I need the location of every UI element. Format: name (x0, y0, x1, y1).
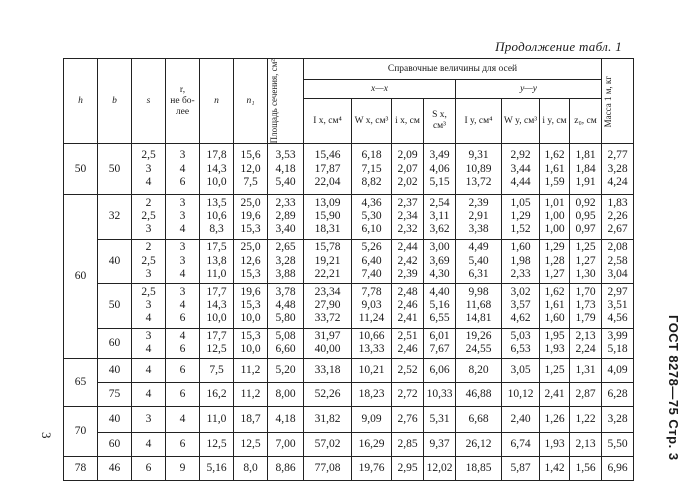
table-cell: 13,5 10,6 8,3 (200, 195, 234, 240)
table-cell: 5,31 (424, 407, 456, 432)
table-cell: 2,13 (570, 432, 602, 456)
table-cell: 25,0 12,6 15,3 (234, 239, 268, 284)
cell-h: 78 (64, 457, 98, 481)
table-cell: 4 (132, 358, 166, 382)
table-cell: 2,44 2,42 2,39 (392, 239, 424, 284)
table-cell: 10,21 (352, 358, 392, 382)
table-cell: 6,68 (456, 407, 502, 432)
table-cell: 5,03 6,53 (502, 328, 540, 358)
table-cell: 2,54 3,11 3,62 (424, 195, 456, 240)
header-reference-axes: Справочные величины для осей (304, 59, 602, 80)
table-cell: 4 6 (166, 328, 200, 358)
table-cell: 8,86 (268, 457, 304, 481)
table-cell: 2,72 (392, 383, 424, 407)
header-s: s (132, 59, 166, 144)
table-cell: 6 (166, 358, 200, 382)
table-cell: 11,2 (234, 383, 268, 407)
table-cell: 4 (132, 383, 166, 407)
table-cell: 9,98 11,68 14,81 (456, 284, 502, 329)
table-cell: 5,87 (502, 457, 540, 481)
table-cell: 31,82 (304, 407, 352, 432)
table-cell: 50 (98, 144, 132, 195)
table-cell: 2,65 3,28 3,88 (268, 239, 304, 284)
table-cell: 1,42 (540, 457, 570, 481)
table-cell: 1,22 (570, 407, 602, 432)
table-cell: 17,7 14,3 10,0 (200, 284, 234, 329)
table-cell: 25,0 19,6 15,3 (234, 195, 268, 240)
table-cell: 5,20 (268, 358, 304, 382)
table-cell: 2,5 3 4 (132, 144, 166, 195)
table-cell: 3,78 4,48 5,80 (268, 284, 304, 329)
table-cell: 1,60 1,98 2,33 (502, 239, 540, 284)
table-cell: 3,99 5,18 (602, 328, 634, 358)
table-cell: 17,8 14,3 10,0 (200, 144, 234, 195)
table-cell: 1,26 (540, 407, 570, 432)
table-cell: 1,56 (570, 457, 602, 481)
table-cell: 2,39 2,91 3,38 (456, 195, 502, 240)
header-axis-yy: y—y (456, 80, 602, 99)
table-cell: 8,00 (268, 383, 304, 407)
table-cell: 10,12 (502, 383, 540, 407)
table-cell: 6,18 7,15 8,82 (352, 144, 392, 195)
table-cell: 1,25 1,27 1,30 (570, 239, 602, 284)
table-cell: 2,77 3,28 4,24 (602, 144, 634, 195)
table-cell: 3 4 6 (166, 284, 200, 329)
table-row (64, 144, 634, 195)
table-cell: 1,05 1,29 1,52 (502, 195, 540, 240)
table-cell: 60 (98, 432, 132, 456)
table-cell: 3 4 (132, 328, 166, 358)
table-cell: 2,5 3 4 (132, 284, 166, 329)
table-cell: 9,31 10,89 13,72 (456, 144, 502, 195)
header-r: r, не бо- лее (166, 59, 200, 144)
table-cell: 2,37 2,34 2,32 (392, 195, 424, 240)
header-n: n (200, 59, 234, 144)
table-cell: 16,29 (352, 432, 392, 456)
table-cell: 3,02 3,57 4,62 (502, 284, 540, 329)
cell-h: 70 (64, 407, 98, 457)
table-cell: 1,93 (540, 432, 570, 456)
table-cell: 26,12 (456, 432, 502, 456)
table-cell: 15,3 10,0 (234, 328, 268, 358)
profile-table (63, 58, 634, 481)
table-cell: 6,96 (602, 457, 634, 481)
table-cell: 15,78 19,21 22,21 (304, 239, 352, 284)
table-row (64, 328, 634, 358)
table-cell: 1,81 1,84 1,91 (570, 144, 602, 195)
table-cell: 2,13 2,24 (570, 328, 602, 358)
header-iy-moment: I y, см⁴ (456, 99, 502, 144)
gost-side-label: ГОСТ 8278—75 Стр. 3 (666, 315, 681, 461)
table-row (64, 457, 634, 481)
table-cell: 40 (98, 358, 132, 382)
table-cell: 9,09 (352, 407, 392, 432)
table-cell: 57,02 (304, 432, 352, 456)
header-area (268, 59, 304, 144)
table-cell: 2,76 (392, 407, 424, 432)
table-cell: 52,26 (304, 383, 352, 407)
table-row (64, 432, 634, 456)
header-iy-radius: i y, см (540, 99, 570, 144)
table-cell: 31,97 40,00 (304, 328, 352, 358)
table-cell: 2,09 2,07 2,02 (392, 144, 424, 195)
table-cell: 17,7 12,5 (200, 328, 234, 358)
table-cell: 32 (98, 195, 132, 240)
table-cell: 4,49 5,40 6,31 (456, 239, 502, 284)
table-cell: 2,40 (502, 407, 540, 432)
cell-h: 60 (64, 195, 98, 359)
table-cell: 1,95 1,93 (540, 328, 570, 358)
table-cell: 7,5 (200, 358, 234, 382)
table-cell: 7,78 9,03 11,24 (352, 284, 392, 329)
table-cell: 18,23 (352, 383, 392, 407)
table-cell: 2,97 3,51 4,56 (602, 284, 634, 329)
table-cell: 10,33 (424, 383, 456, 407)
table-cell: 17,5 13,8 11,0 (200, 239, 234, 284)
table-cell: 4,40 5,16 6,55 (424, 284, 456, 329)
table-cell: 75 (98, 383, 132, 407)
table-cell: 1,83 2,26 2,67 (602, 195, 634, 240)
table-cell: 46,88 (456, 383, 502, 407)
table-cell: 7,00 (268, 432, 304, 456)
table-cell: 9 (166, 457, 200, 481)
table-cell: 3,00 3,69 4,30 (424, 239, 456, 284)
table-cell: 2,92 3,44 4,44 (502, 144, 540, 195)
table-body (64, 144, 634, 481)
table-cell: 1,01 1,00 1,00 (540, 195, 570, 240)
table-cell: 1,31 (570, 358, 602, 382)
header-z0: z₀, см (570, 99, 602, 144)
table-cell: 2 2,5 3 (132, 195, 166, 240)
table-cell: 19,26 24,55 (456, 328, 502, 358)
table-cell: 60 (98, 328, 132, 358)
table-cell: 18,85 (456, 457, 502, 481)
table-cell: 6,28 (602, 383, 634, 407)
table-cell: 3 3 4 (166, 239, 200, 284)
table-cell: 3 4 6 (166, 144, 200, 195)
table-cell: 10,66 13,33 (352, 328, 392, 358)
table-cell: 4,36 5,30 6,10 (352, 195, 392, 240)
header-wy: W y, см³ (502, 99, 540, 144)
cell-h: 65 (64, 358, 98, 407)
header-ix-radius: i x, см (392, 99, 424, 144)
table-row (64, 358, 634, 382)
table-cell: 2,33 2,89 3,40 (268, 195, 304, 240)
table-cell: 9,37 (424, 432, 456, 456)
table-continuation-title: Продолжение табл. 1 (495, 39, 622, 54)
table-cell: 6,74 (502, 432, 540, 456)
table-cell: 3 (132, 407, 166, 432)
table-cell: 46 (98, 457, 132, 481)
table-cell: 3,05 (502, 358, 540, 382)
table-cell: 15,6 12,0 7,5 (234, 144, 268, 195)
table-cell: 6 (132, 457, 166, 481)
table-cell: 19,6 15,3 10,0 (234, 284, 268, 329)
table-cell: 5,50 (602, 432, 634, 456)
table-row (64, 284, 634, 329)
table-cell: 3,28 (602, 407, 634, 432)
page-number: 3 (39, 432, 54, 439)
table-cell: 2 2,5 3 (132, 239, 166, 284)
table-cell: 1,70 1,73 1,79 (570, 284, 602, 329)
table-cell: 19,76 (352, 457, 392, 481)
table-cell: 3 3 4 (166, 195, 200, 240)
table-cell: 2,87 (570, 383, 602, 407)
table-cell: 2,41 (540, 383, 570, 407)
table-cell: 13,09 15,90 18,31 (304, 195, 352, 240)
table-cell: 3,53 4,18 5,40 (268, 144, 304, 195)
table-cell: 8,20 (456, 358, 502, 382)
table-cell: 2,52 (392, 358, 424, 382)
table-cell: 18,7 (234, 407, 268, 432)
table-cell: 12,5 (234, 432, 268, 456)
table-cell: 15,46 17,87 22,04 (304, 144, 352, 195)
header-mass (602, 59, 634, 144)
table-cell: 33,18 (304, 358, 352, 382)
cell-h: 50 (64, 144, 98, 195)
header-sx: S x, см³ (424, 99, 456, 144)
table-cell: 77,08 (304, 457, 352, 481)
table-cell: 23,34 27,90 33,72 (304, 284, 352, 329)
table-cell: 2,51 2,46 (392, 328, 424, 358)
table-cell: 1,62 1,61 1,60 (540, 284, 570, 329)
header-area-text: Площадь сечения, см² (269, 59, 279, 144)
table-cell: 3,49 4,06 5,15 (424, 144, 456, 195)
table-cell: 5,16 (200, 457, 234, 481)
table-cell: 6 (166, 383, 200, 407)
table-cell: 2,85 (392, 432, 424, 456)
table-row (64, 383, 634, 407)
header-wx: W x, см³ (352, 99, 392, 144)
header-b: b (98, 59, 132, 144)
table-cell: 40 (98, 407, 132, 432)
table-cell: 1,29 1,28 1,27 (540, 239, 570, 284)
table-cell: 4 (132, 432, 166, 456)
table-cell: 6,06 (424, 358, 456, 382)
header-h: h (64, 59, 98, 144)
table-cell: 12,02 (424, 457, 456, 481)
header-n1: n₁ (234, 59, 268, 144)
table-cell: 4,09 (602, 358, 634, 382)
header-mass-text: Масса 1 м, кг (603, 75, 614, 127)
table-cell: 6 (166, 432, 200, 456)
table-cell: 1,25 (540, 358, 570, 382)
table-cell: 40 (98, 239, 132, 284)
header-ix-moment: I x, см⁴ (304, 99, 352, 144)
table-cell: 50 (98, 284, 132, 329)
table-row (64, 239, 634, 284)
table-cell: 4 (166, 407, 200, 432)
table-cell: 11,0 (200, 407, 234, 432)
table-cell: 16,2 (200, 383, 234, 407)
table-cell: 1,62 1,61 1,59 (540, 144, 570, 195)
table-cell: 6,01 7,67 (424, 328, 456, 358)
table-row (64, 407, 634, 432)
header-axis-xx: x—x (304, 80, 456, 99)
table-cell: 2,95 (392, 457, 424, 481)
table-row (64, 195, 634, 240)
table-cell: 12,5 (200, 432, 234, 456)
table-cell: 4,18 (268, 407, 304, 432)
table-cell: 8,0 (234, 457, 268, 481)
table-cell: 0,92 0,95 0,97 (570, 195, 602, 240)
table-cell: 11,2 (234, 358, 268, 382)
table-cell: 5,08 6,60 (268, 328, 304, 358)
table-cell: 2,48 2,46 2,41 (392, 284, 424, 329)
table-cell: 5,26 6,40 7,40 (352, 239, 392, 284)
table-cell: 2,08 2,58 3,04 (602, 239, 634, 284)
